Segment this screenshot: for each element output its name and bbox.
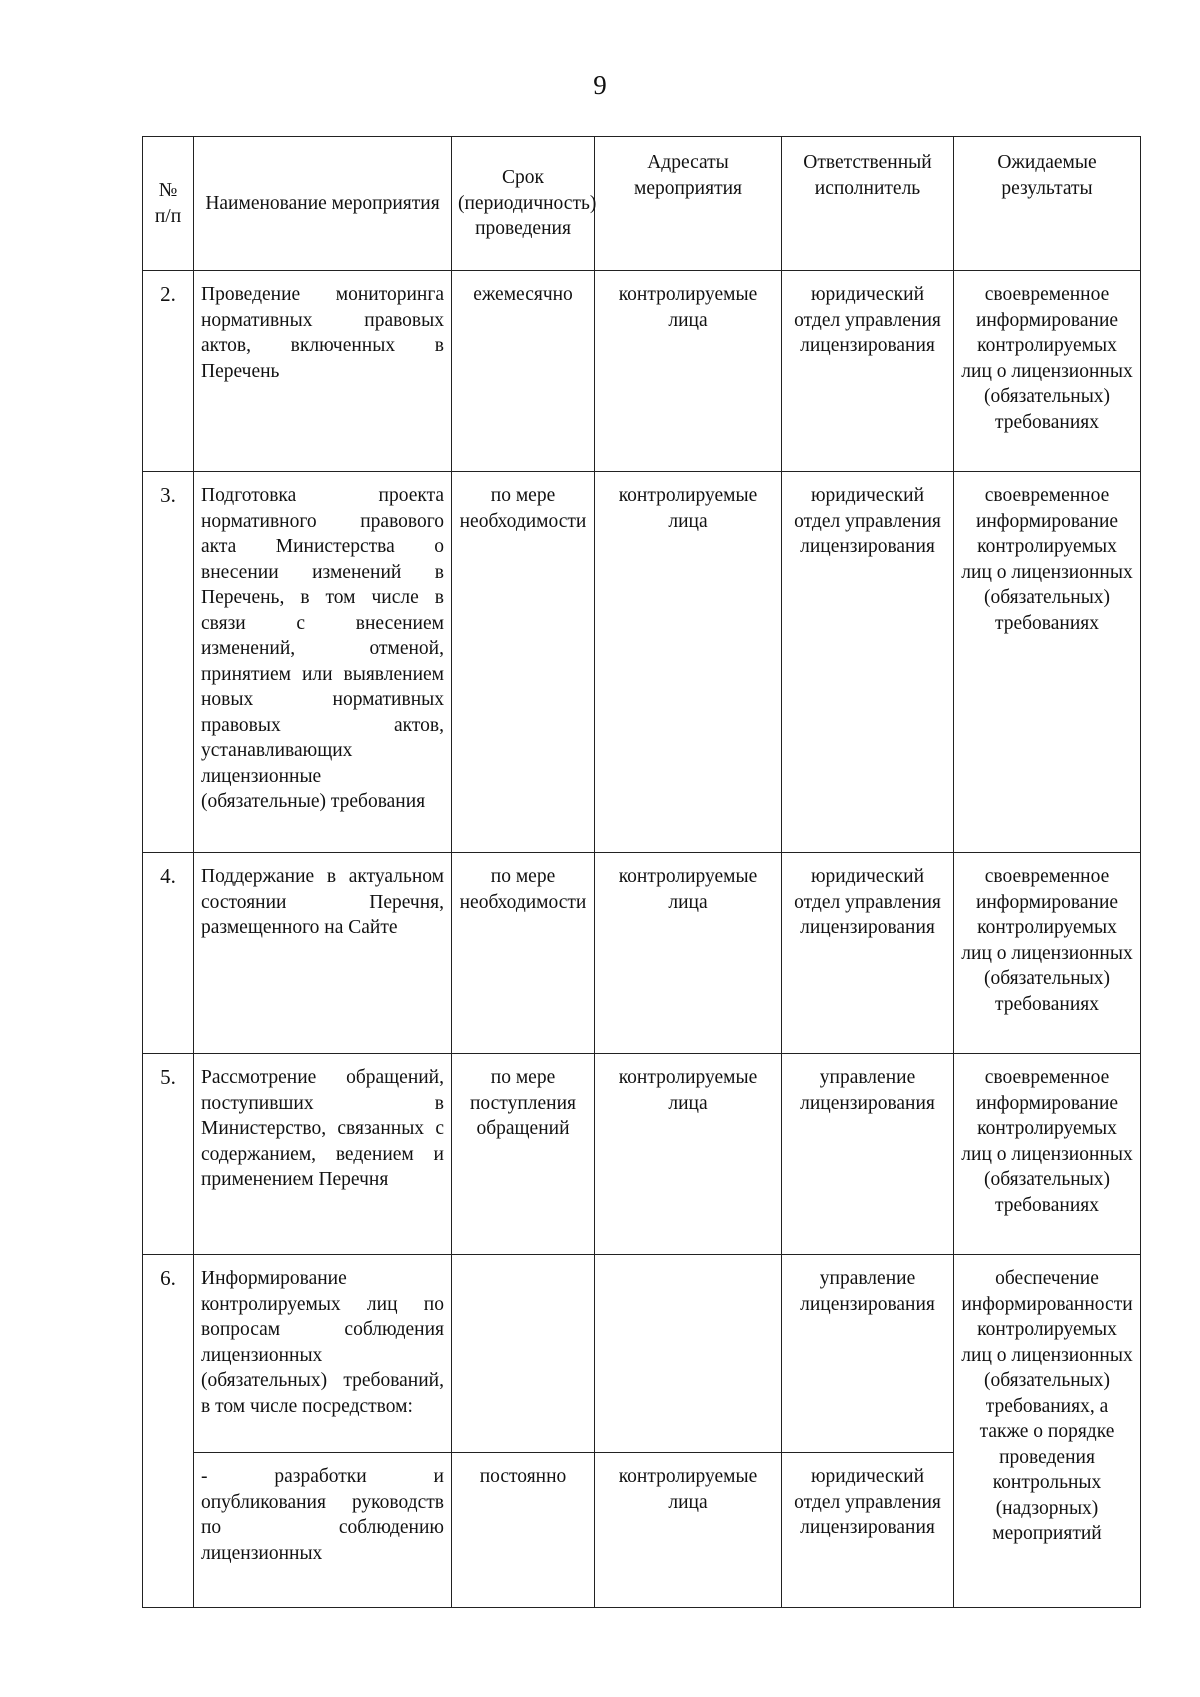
header-results: Ожидаемые результаты (954, 137, 1141, 271)
subrow-addressees: контролируемые лица (595, 1453, 782, 1608)
table-row (143, 472, 1141, 853)
header-responsible: Ответственный исполнитель (782, 137, 954, 271)
row-num: 4. (143, 853, 194, 1054)
row-addressees: контролируемые лица (595, 472, 782, 853)
row-results: обеспечение информированности контролируемых лиц о лицензионных (обязательных) требованиях, а также о порядке проведения контрольных (надзорных) мероприятий (954, 1255, 1141, 1608)
row-name: Рассмотрение обращений, поступивших в Министерство, связанных с содержанием, ведением и применением Перечня (194, 1054, 452, 1255)
table-row (143, 853, 1141, 1054)
row-term: по мере необходимости (452, 472, 595, 853)
table-row (143, 1054, 1141, 1255)
header-num: № п/п (143, 137, 194, 271)
row-num: 3. (143, 472, 194, 853)
page-number: 9 (593, 70, 607, 100)
row-responsible: юридический отдел управления лицензирования (782, 853, 954, 1054)
subrow-responsible: юридический отдел управления лицензирования (782, 1453, 954, 1608)
row-results: своевременное информирование контролируемых лиц о лицензионных (обязательных) требованиях (954, 472, 1141, 853)
header-name: Наименование мероприятия (194, 137, 452, 271)
row-term: ежемесячно (452, 271, 595, 472)
row-num: 5. (143, 1054, 194, 1255)
table-row (143, 1255, 1141, 1453)
row-responsible: управление лицензирования (782, 1054, 954, 1255)
subrow-name: - разработки и опубликования руководств по соблюдению лицензионных (194, 1453, 452, 1608)
row-term: по мере поступления обращений (452, 1054, 595, 1255)
row-responsible: юридический отдел управления лицензирования (782, 472, 954, 853)
row-num: 6. (143, 1255, 194, 1608)
table-row (143, 271, 1141, 472)
row-name: Информирование контролируемых лиц по вопросам соблюдения лицензионных (обязательных) требований, в том числе посредством: (194, 1255, 452, 1453)
row-addressees: контролируемые лица (595, 271, 782, 472)
row-responsible: управление лицензирования (782, 1255, 954, 1453)
row-addressees: контролируемые лица (595, 1054, 782, 1255)
row-results: своевременное информирование контролируемых лиц о лицензионных (обязательных) требованиях (954, 271, 1141, 472)
row-responsible: юридический отдел управления лицензирования (782, 271, 954, 472)
row-name: Проведение мониторинга нормативных правовых актов, включенных в Перечень (194, 271, 452, 472)
row-results: своевременное информирование контролируемых лиц о лицензионных (обязательных) требованиях (954, 853, 1141, 1054)
table-header-row (143, 137, 1141, 271)
header-term: Срок (периодичность) проведения (452, 137, 595, 271)
row-results: своевременное информирование контролируемых лиц о лицензионных (обязательных) требованиях (954, 1054, 1141, 1255)
row-name: Подготовка проекта нормативного правового акта Министерства о внесении изменений в Перечень, в том числе в связи с внесением изменений, отменой, принятием или выявлением новых нормативных правовых актов, устанавливающих лицензионные (обязательные) требования (194, 472, 452, 853)
header-addressees: Адресаты мероприятия (595, 137, 782, 271)
subrow-term: постоянно (452, 1453, 595, 1608)
row-term (452, 1255, 595, 1453)
row-term: по мере необходимости (452, 853, 595, 1054)
measures-table (142, 136, 1141, 1608)
row-addressees: контролируемые лица (595, 853, 782, 1054)
row-name: Поддержание в актуальном состоянии Перечня, размещенного на Сайте (194, 853, 452, 1054)
row-addressees (595, 1255, 782, 1453)
row-num: 2. (143, 271, 194, 472)
